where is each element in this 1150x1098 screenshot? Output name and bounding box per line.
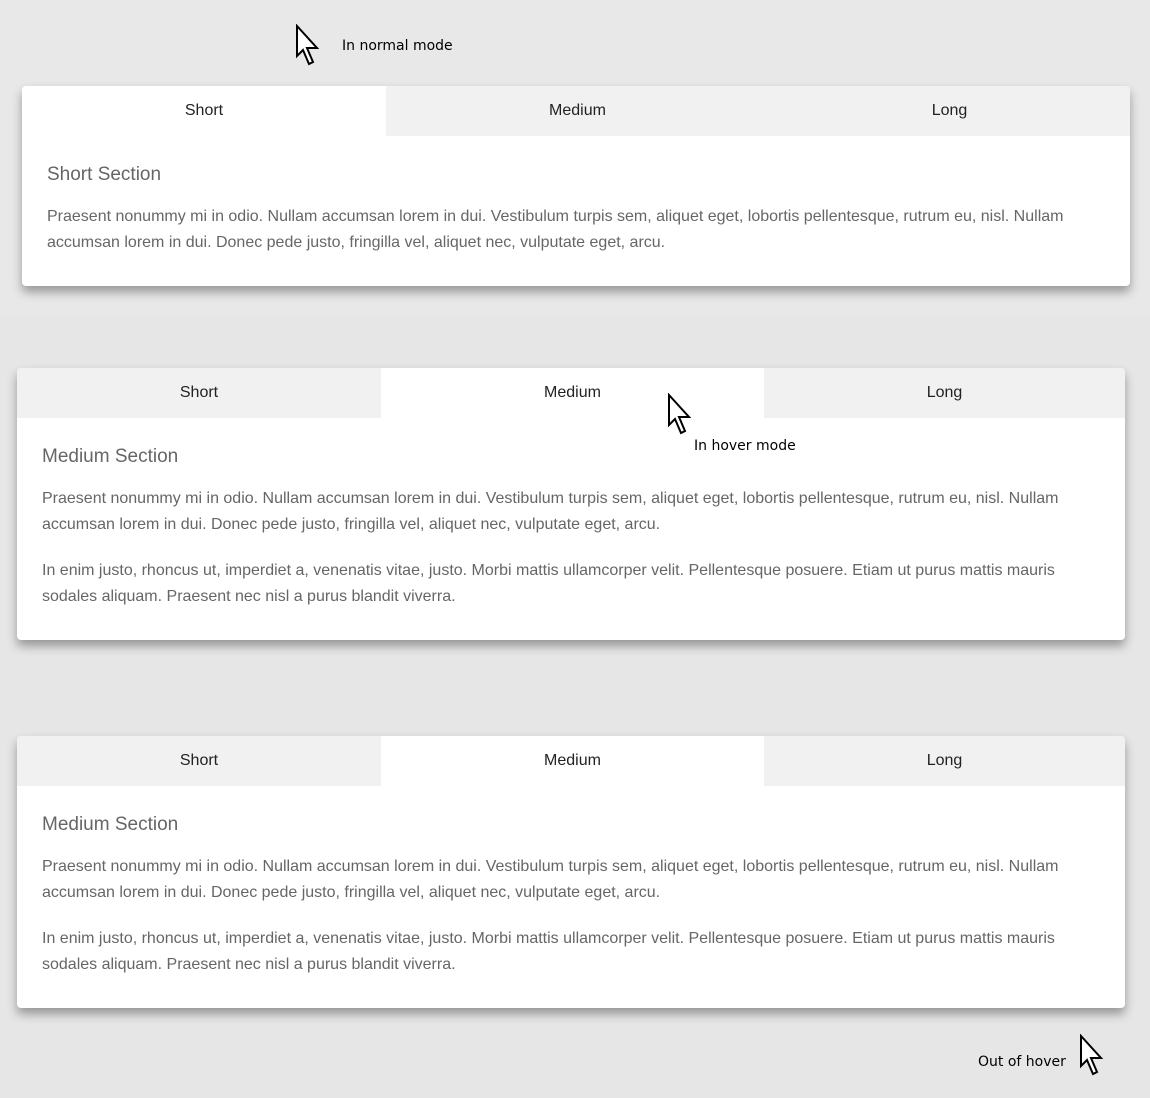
tab-medium[interactable]: Medium — [381, 736, 764, 786]
section-paragraph: In enim justo, rhoncus ut, imperdiet a, venenatis vitae, justo. Morbi mattis ullamcorper velit. Pellentesque posuere. Etiam ut purus mattis mauris sodales aliquam. Praesent nec nisl a purus blandit viverra. — [42, 562, 1055, 605]
section-paragraph: In enim justo, rhoncus ut, imperdiet a, venenatis vitae, justo. Morbi mattis ullamcorper velit. Pellentesque posuere. Etiam ut purus mattis mauris sodales aliquam. Praesent nec nisl a purus blandit viverra. — [42, 930, 1055, 973]
tab-content — [22, 136, 1130, 286]
tab-bar — [17, 368, 1125, 418]
tab-bar — [17, 736, 1125, 786]
cursor-icon — [667, 393, 695, 435]
tab-panel-normal — [22, 86, 1130, 286]
section-title: Medium Section — [42, 446, 179, 467]
section-paragraph: Praesent nonummy mi in odio. Nullam accumsan lorem in dui. Vestibulum turpis sem, aliquet eget, lobortis pellentesque, rutrum eu, nisl. Nullam accumsan lorem in dui. Donec pede justo, fringilla vel, aliquet nec, vulputate eget, arcu. — [47, 208, 1064, 251]
tab-panel-hover — [17, 368, 1125, 640]
tab-medium[interactable]: Medium — [386, 86, 769, 136]
section-title: Short Section — [47, 164, 162, 185]
tab-short[interactable]: Short — [17, 368, 381, 418]
tab-bar — [22, 86, 1130, 136]
tab-long[interactable]: Long — [764, 368, 1125, 418]
tab-long[interactable]: Long — [764, 736, 1125, 786]
tab-short[interactable]: Short — [22, 86, 386, 136]
section-title: Medium Section — [42, 814, 179, 835]
annotation-hover: In hover mode — [694, 438, 796, 454]
annotation-out-of-hover: Out of hover — [978, 1054, 1066, 1070]
section-paragraph: Praesent nonummy mi in odio. Nullam accumsan lorem in dui. Vestibulum turpis sem, aliquet eget, lobortis pellentesque, rutrum eu, nisl. Nullam accumsan lorem in dui. Donec pede justo, fringilla vel, aliquet nec, vulputate eget, arcu. — [42, 490, 1059, 533]
cursor-icon — [1079, 1034, 1107, 1076]
section-paragraph: Praesent nonummy mi in odio. Nullam accumsan lorem in dui. Vestibulum turpis sem, aliquet eget, lobortis pellentesque, rutrum eu, nisl. Nullam accumsan lorem in dui. Donec pede justo, fringilla vel, aliquet nec, vulputate eget, arcu. — [42, 858, 1059, 901]
tab-content — [17, 786, 1125, 1008]
annotation-normal: In normal mode — [342, 38, 453, 54]
tab-medium[interactable]: Medium — [381, 368, 764, 418]
tab-panel-out-of-hover — [17, 736, 1125, 1008]
tab-short[interactable]: Short — [17, 736, 381, 786]
cursor-icon — [295, 24, 323, 66]
tab-content — [17, 418, 1125, 640]
tab-long[interactable]: Long — [769, 86, 1130, 136]
